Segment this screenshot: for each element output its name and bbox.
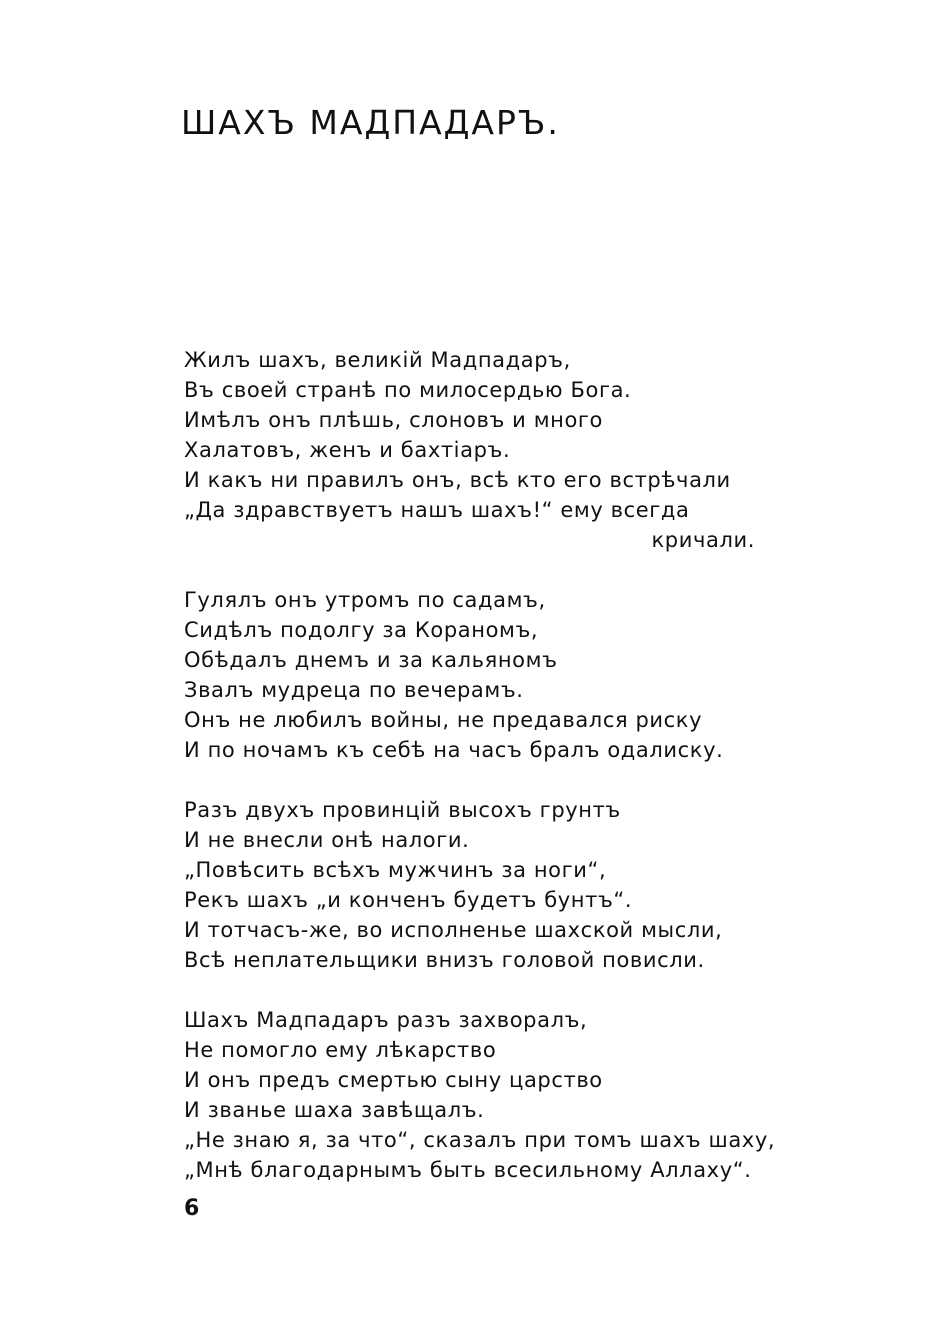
poem-line: Жилъ шахъ, великій Мадпадаръ, [184, 348, 571, 372]
poem-line: Разъ двухъ провинцій высохъ грунтъ [184, 798, 621, 822]
poem-line: „Да здравствуетъ нашъ шахъ!“ ему всегда [184, 498, 690, 522]
poem-line: Сидѣлъ подолгу за Кораномъ, [184, 618, 539, 642]
poem-line: Въ своей странѣ по милосердью Бога. [184, 378, 632, 402]
stanza-1 [184, 345, 804, 555]
stanza-4 [184, 1005, 804, 1185]
poem-line: Халатовъ, женъ и бахтіаръ. [184, 438, 511, 462]
poem-line: И онъ предъ смертью сыну царство [184, 1068, 603, 1092]
page-number: 6 [184, 1196, 200, 1221]
poem-line: Онъ не любилъ войны, не предавался риску [184, 708, 703, 732]
poem-line: Не помогло ему лѣкарство [184, 1038, 497, 1062]
poem-line: Обѣдалъ днемъ и за кальяномъ [184, 648, 558, 672]
poem-line: И не внесли онѣ налоги. [184, 828, 470, 852]
poem-line: Всѣ неплательщики внизъ головой повисли. [184, 948, 705, 972]
poem-line-continuation: кричали. [651, 528, 755, 552]
poem-line: „Повѣсить всѣхъ мужчинъ за ноги“, [184, 858, 607, 882]
poem-line: Шахъ Мадпадаръ разъ захворалъ, [184, 1008, 588, 1032]
poem-line: И тотчасъ-же, во исполненье шахской мысли, [184, 918, 723, 942]
poem-line: И какъ ни правилъ онъ, всѣ кто его встрѣчали [184, 468, 731, 492]
poem-line: Гулялъ онъ утромъ по садамъ, [184, 588, 546, 612]
poem-line: Звалъ мудреца по вечерамъ. [184, 678, 524, 702]
poem-title: ШАХЪ МАДПАДАРЪ. [181, 103, 560, 142]
stanza-2 [184, 585, 804, 765]
poem-line: И по ночамъ къ себѣ на часъ бралъ одалиску. [184, 738, 724, 762]
stanza-3 [184, 795, 804, 975]
poem-line: Имѣлъ онъ плѣшь, слоновъ и много [184, 408, 603, 432]
poem-line: И званье шаха завѣщалъ. [184, 1098, 485, 1122]
poem-body [184, 345, 804, 1215]
poem-line: Рекъ шахъ „и конченъ будетъ бунтъ“. [184, 888, 633, 912]
poem-line: „Не знаю я, за что“, сказалъ при томъ шахъ шаху, [184, 1128, 776, 1152]
poem-line: „Мнѣ благодарнымъ быть всесильному Аллаху“. [184, 1158, 752, 1182]
